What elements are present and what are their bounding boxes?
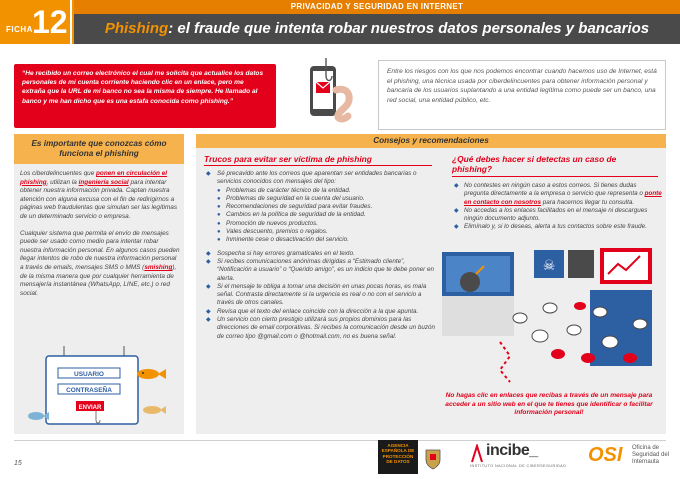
fishing-login-illustration — [24, 346, 174, 428]
left-heading: Es importante que conozcas cómo funciona el phishing — [14, 134, 184, 164]
list-item: ● Inminente cese o desactivación del servicio. — [217, 236, 349, 244]
testimonial-quote: “He recibido un correo electrónico el cual me solicita que actualice los datos personales de mi cuenta corriente haciendo clic en un enlace, pero me extraña que la URL de mi banco no sea la misma de siempre. He llamado al banco y me han dicho que es una estafa conocida como phishing.” — [14, 64, 276, 128]
incibe-mark-icon — [470, 444, 484, 464]
list-item: ● Recomendaciones de seguridad para evitar fraudes. — [217, 203, 373, 211]
list-item: ● Cambios en la política de seguridad de la entidad. — [217, 211, 366, 219]
title-highlight: Phishing — [104, 20, 169, 37]
aepd-logo: AGENCIA ESPAÑOLA DE PROTECCIÓN DE DATOS — [378, 440, 418, 474]
list-item: ◆ Elimínalo y, si lo deseas, alerta a tus contactos sobre este fraude. — [454, 223, 647, 231]
list-item: ◆ Sé precavido ante los correos que aparentan ser entidades bancarias o servicios conocidos con mensajes del tipo: — [206, 170, 417, 186]
bullet-icon: ● — [217, 220, 221, 227]
phone-phishing-hook-icon — [296, 56, 360, 126]
bullet-icon: ◆ — [206, 283, 211, 290]
incibe-wordmark: incibe_ — [486, 442, 538, 459]
page-header — [0, 0, 680, 44]
ficha-label: FICHA — [6, 25, 33, 34]
bullet-icon: ◆ — [206, 258, 211, 265]
list-item: ◆ Un servicio con cierto prestigio utilizará sus propios dominios para las direcciones de email corporativas. Si recibes la comunicación desde un buzón de correo tipo @gmail.com o @hotmail.com, no es buena señal. — [206, 316, 436, 340]
list-item: ● Problemas de carácter técnico de la entidad. — [217, 186, 351, 194]
contact-us-link[interactable]: ponte en contacto con nosotros — [464, 190, 662, 206]
left-body — [20, 170, 180, 306]
bullet-icon: ◆ — [454, 207, 459, 214]
coat-of-arms-icon — [424, 448, 442, 470]
bullet-icon: ● — [217, 212, 221, 219]
osi-logo — [588, 442, 670, 474]
recommendations-heading: Consejos y recomendaciones — [196, 134, 666, 148]
bullet-icon: ◆ — [206, 171, 211, 177]
osi-subtitle: Oficina de Seguridad del Internauta — [632, 445, 670, 466]
ficha-badge — [0, 0, 72, 44]
what-to-do-list — [452, 182, 662, 232]
list-item: ◆ Revisa que el texto del enlace coincide con la dirección a la que apunta. — [206, 307, 419, 315]
list-item: ● Problemas de seguridad en la cuenta del usuario. — [217, 194, 365, 202]
title-rest: : el fraude que intenta robar nuestros datos personales y bancarios — [168, 20, 650, 37]
intro-box: Entre los riesgos con los que nos podemos encontrar cuando hacemos uso de Internet, está el phishing, una técnica usada por ciberdelincuentes para obtener información personal y bancaria de los usuarios suplantando a una entidad legítima como puede ser un banco, una red social, una entidad público, etc. — [378, 60, 666, 130]
bullet-icon: ◆ — [206, 308, 211, 315]
warning-text: No hagas clic en enlaces que recibas a través de un mensaje para acceder a un sitio web en el que te tienes que identificar o facilitar información personal! — [445, 392, 653, 417]
bullet-icon: ◆ — [206, 250, 211, 257]
malware-bugs-illustration — [440, 246, 660, 384]
list-item: ◆ Si el mensaje te obliga a tomar una decisión en unas pocas horas, es mala señal. Contrasta directamente si la urgencia es real o no con el servicio a través de otros canales. — [206, 282, 427, 307]
phishing-circulation-link[interactable]: ponen en circulación el phishing — [20, 170, 168, 186]
smishing-link[interactable]: smishing — [144, 263, 173, 271]
list-item: ◆ No contestes en ningún caso a estos correos. Si tienes dudas pregunta directamente a la empresa o servicio que representa o ponte en contacto con nosotros para hacernos llegar tu consulta. — [454, 182, 662, 206]
list-item: ● Vales descuento, premios o regalos. — [217, 228, 328, 236]
login-user-field: USUARIO — [74, 371, 104, 378]
footer-divider — [14, 440, 666, 441]
bullet-icon: ● — [217, 204, 221, 211]
incibe-subtitle: INSTITUTO NACIONAL DE CIBERSEGURIDAD — [470, 464, 567, 468]
left-paragraph-1: Los ciberdelincuentes que ponen en circulación el phishing, utilizan la ingeniería social para intentar obtener nuestra información privada. Captan nuestra atención con alguna excusa con el fin de redirigirnos a páginas web fraudulentas que simulan ser las legítimas de un determinado servicio o empresa. — [20, 170, 178, 220]
category-label: PRIVACIDAD Y SEGURIDAD EN INTERNET — [74, 0, 680, 14]
bullet-icon: ● — [217, 229, 221, 236]
list-item: ◆ Sospecha si hay errores gramaticales en el texto. — [206, 249, 355, 257]
social-engineering-link[interactable]: ingeniería social — [78, 178, 129, 186]
bullet-icon: ◆ — [454, 183, 459, 189]
what-to-do-title: ¿Qué debes hacer si detectas un caso de phishing? — [452, 154, 617, 174]
login-send-button: ENVIAR — [78, 405, 102, 411]
divider — [452, 176, 658, 177]
bullet-icon: ◆ — [454, 224, 459, 231]
tricks-title: Trucos para evitar ser víctima de phishing — [204, 154, 372, 164]
bullet-icon: ● — [217, 237, 221, 244]
bullet-icon: ◆ — [206, 317, 211, 324]
divider — [204, 165, 432, 166]
bullet-icon: ● — [217, 195, 221, 202]
list-item: ◆ Si recibes comunicaciones anónimas dirigidas a “Estimado cliente”, “Notificación a usuario” o “Querido amigo”, es un indicio que te debe poner en alerta. — [206, 257, 435, 282]
tricks-list — [204, 170, 436, 341]
page-title — [74, 14, 680, 44]
ficha-number: 12 — [32, 4, 68, 40]
incibe-logo — [470, 442, 580, 474]
bullet-icon: ● — [217, 187, 221, 194]
list-item: ● Promoción de nuevos productos. — [217, 219, 319, 227]
svg-text:☠: ☠ — [542, 257, 556, 273]
login-password-field: CONTRASEÑA — [66, 387, 112, 394]
left-column — [14, 134, 184, 434]
list-item: ◆ No accedas a los enlaces facilitados en el mensaje ni descargues ningún documento adjunto. — [454, 206, 648, 223]
recommendations-panel — [196, 134, 666, 434]
page-number: 15 — [14, 460, 22, 467]
osi-wordmark: OSI — [588, 444, 623, 466]
left-paragraph-2: Cualquier sistema que permita el envío de mensajes puede ser usado como medio para intentar robar nuestra información personal. En algunos casos pueden llegar intentos de robo de nuestra información personal a través de emails, mensajes SMS o MMS (smishing), de la misma manera que por cualquier herramienta de mensajería instantánea (WhatsApp, LINE, etc.) o red social. — [20, 229, 180, 297]
